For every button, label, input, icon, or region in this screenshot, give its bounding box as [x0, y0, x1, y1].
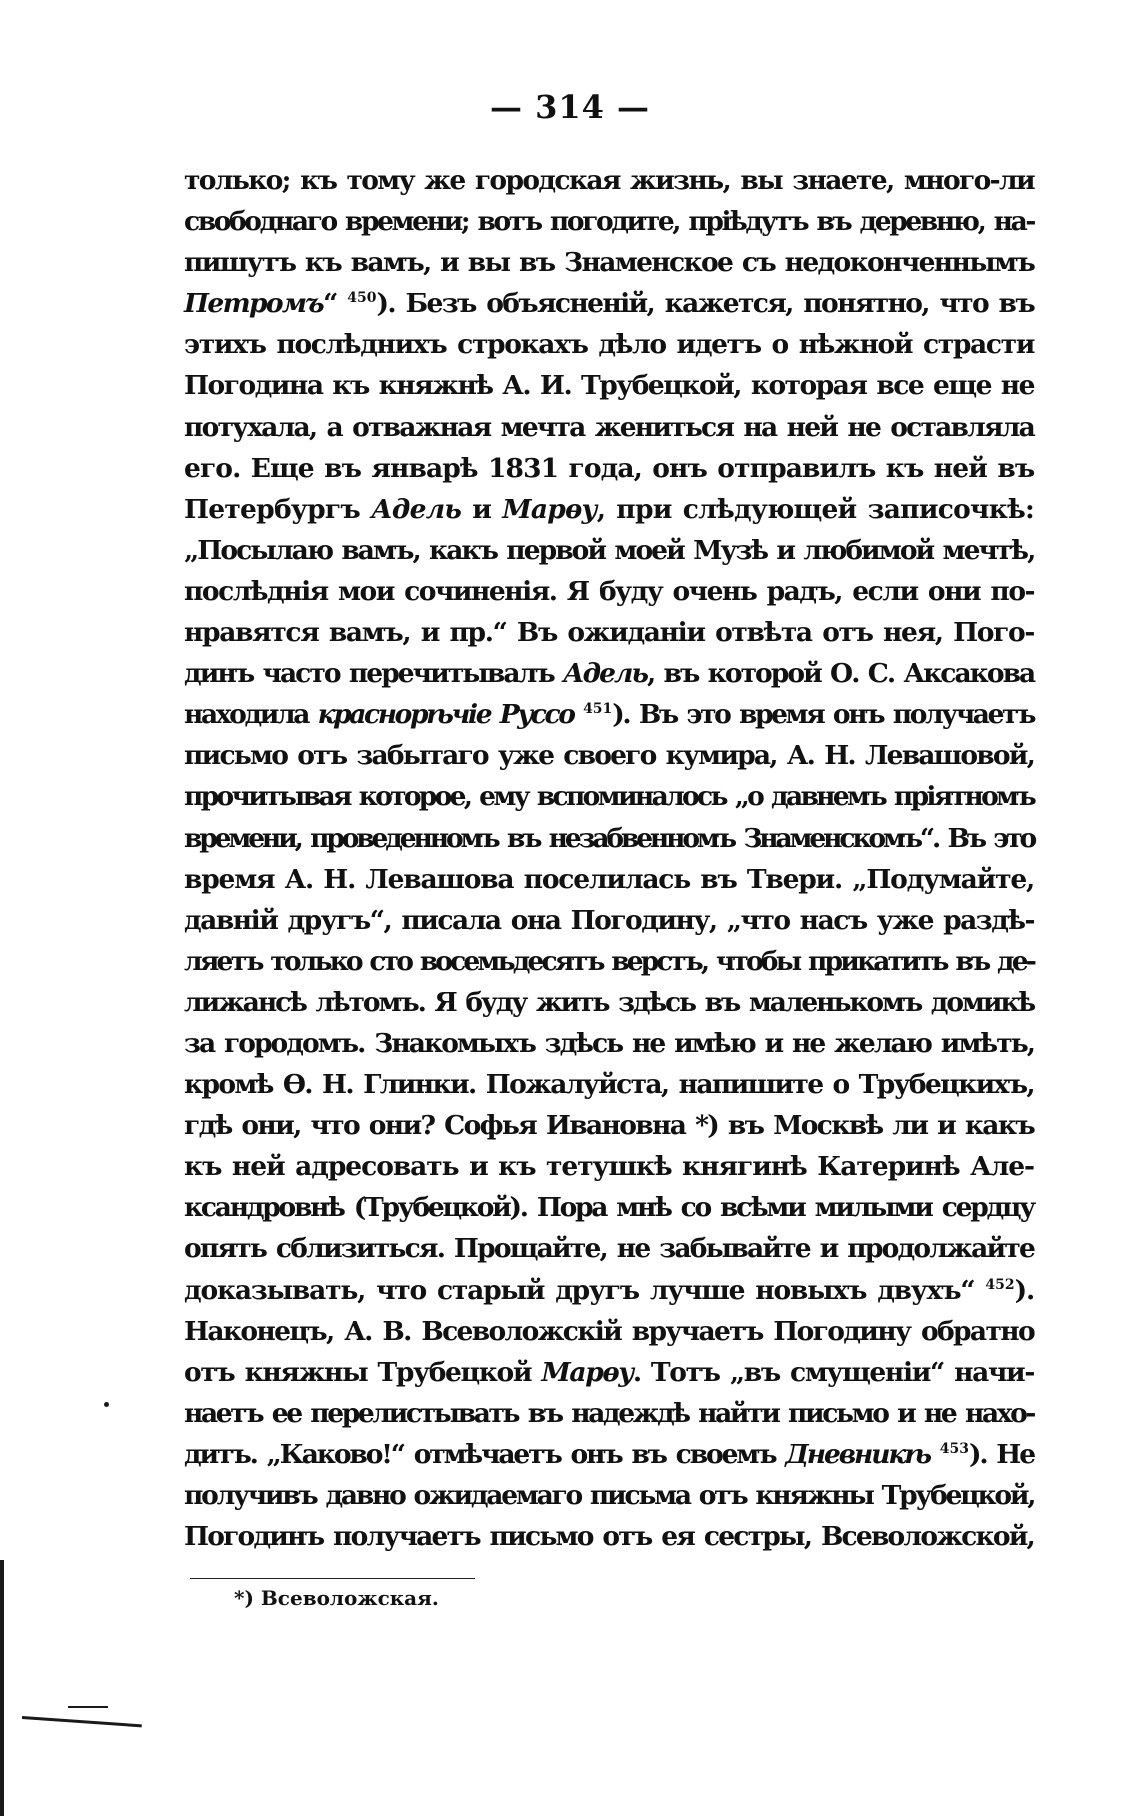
- footnote-reference: 452: [985, 1276, 1015, 1293]
- scan-edge-line: [0, 1560, 4, 1816]
- text-span: только; къ тому же городская жизнь, вы знаете, много-ли: [184, 165, 1034, 196]
- footnote: *) Всеволожская.: [234, 1586, 439, 1610]
- text-span: Петербургъ: [184, 493, 372, 525]
- text-line: [184, 365, 1034, 406]
- page-number: — 314 —: [489, 88, 651, 126]
- text-span: ). Въ это время онъ получаетъ: [612, 699, 1034, 731]
- italic-title: Марѳу: [541, 1356, 633, 1388]
- text-span: потухала, а отважная мечта жениться на ней не оставляла: [184, 411, 1034, 443]
- text-span: письмо отъ забытаго уже своего кумира, А. Н. Левашовой,: [184, 740, 1034, 772]
- text-line: [184, 653, 1034, 694]
- text-line: [184, 1311, 1034, 1352]
- text-line: [184, 982, 1034, 1023]
- text-span: нравятся вамъ, и пр.“ Въ ожиданіи отвѣта отъ нея, Пого-: [184, 617, 1034, 649]
- text-line: [184, 1393, 1034, 1434]
- text-line: [184, 324, 1034, 365]
- text-span: доказывать, что старый другъ лучше новыхъ двухъ“: [184, 1274, 986, 1306]
- text-line: [184, 530, 1034, 571]
- footnote-reference: 451: [583, 701, 613, 718]
- italic-title: Петромъ: [184, 288, 324, 320]
- text-span: . Тотъ „въ смущеніи“ начи-: [632, 1356, 1034, 1388]
- text-line: [184, 818, 1034, 859]
- text-line: [184, 1434, 1034, 1475]
- text-span: гдѣ они, что они? Софья Ивановна *) въ Москвѣ ли и какъ: [184, 1110, 1034, 1142]
- italic-title: Адель: [371, 493, 462, 525]
- text-span: пишутъ къ вамъ, и вы въ Знаменское съ недоконченнымъ: [184, 247, 1035, 279]
- scan-speck: [104, 1402, 109, 1407]
- text-span: къ ней адресовать и къ тетушкѣ княгинѣ Катеринѣ Але-: [184, 1151, 1034, 1183]
- scan-edge-mark: [68, 1706, 108, 1708]
- text-span: ). Безъ объясненій, кажется, понятно, что въ: [376, 288, 1034, 320]
- text-line: [184, 941, 1034, 982]
- text-line: [184, 1352, 1034, 1393]
- text-span: получивъ давно ожидаемаго письма отъ княжны Трубецкой,: [184, 1480, 1035, 1511]
- text-line: [184, 1475, 1034, 1516]
- text-span: динъ часто перечитывалъ: [184, 658, 563, 690]
- text-line: [184, 571, 1034, 612]
- text-span: находила: [184, 699, 318, 731]
- text-span: кромѣ Ѳ. Н. Глинки. Пожалуйста, напишите о Трубецкихъ,: [184, 1069, 1034, 1101]
- text-line: [184, 1270, 1034, 1311]
- text-span: опять сблизиться. Прощайте, не забывайте и продолжайте: [184, 1233, 1034, 1265]
- text-span: этихъ послѣднихъ строкахъ дѣло идетъ о нѣжной страсти: [184, 329, 1034, 361]
- text-line: [184, 1228, 1034, 1269]
- text-line: [184, 407, 1034, 448]
- text-line: [184, 448, 1034, 489]
- text-span: Погодинъ получаетъ письмо отъ ея сестры, Всеволожской,: [184, 1521, 1034, 1553]
- text-span: времени, проведенномъ въ незабвенномъ Знаменскомъ“. Въ это: [184, 822, 1034, 854]
- italic-title: Дневникѣ: [785, 1438, 930, 1470]
- text-span: лижансѣ лѣтомъ. Я буду жить здѣсь въ маленькомъ домикѣ: [184, 986, 1034, 1018]
- italic-title: краснорѣчіе Руссо: [317, 699, 574, 731]
- text-line: [184, 242, 1034, 283]
- scan-edge-mark: [22, 1716, 142, 1727]
- text-span: его. Еще въ январѣ 1831 года, онъ отправилъ къ ней въ: [184, 452, 1035, 484]
- text-span: Погодина къ княжнѣ А. И. Трубецкой, которая все еще не: [184, 370, 1034, 402]
- text-span: за городомъ. Знакомыхъ здѣсь не имѣю и не желаю имѣть,: [184, 1027, 1034, 1059]
- text-line: [184, 900, 1034, 941]
- text-span: , въ которой О. С. Аксакова: [647, 658, 1035, 690]
- text-line: [184, 612, 1034, 653]
- text-line: [184, 1105, 1034, 1146]
- text-span: , при слѣдующей записочкѣ:: [596, 493, 1034, 525]
- body-text: [184, 160, 1034, 1557]
- footnote-reference: 453: [939, 1440, 969, 1457]
- text-span: ).: [1014, 1274, 1034, 1306]
- text-line: [184, 201, 1034, 242]
- text-line: [184, 776, 1034, 817]
- text-line: [184, 489, 1034, 530]
- footnote-reference: 450: [347, 290, 377, 307]
- text-line: [184, 1146, 1034, 1187]
- text-span: „Посылаю вамъ, какъ первой моей Музѣ и любимой мечтѣ,: [184, 534, 1035, 566]
- text-span: прочитывая которое, ему вспоминалось „о давнемъ пріятномъ: [184, 781, 1034, 813]
- text-span: отъ княжны Трубецкой: [184, 1356, 542, 1388]
- text-span: дитъ. „Каково!“ отмѣчаетъ онъ въ своемъ: [184, 1438, 786, 1470]
- text-span: ксандровнѣ (Трубецкой). Пора мнѣ со всѣми милыми сердцу: [184, 1192, 1034, 1224]
- text-line: [184, 694, 1034, 735]
- text-line: [184, 859, 1034, 900]
- text-span: свободнаго времени; вотъ погодите, пріѣдутъ въ деревню, на-: [184, 206, 1034, 238]
- text-span: [573, 699, 583, 730]
- text-span: ). Не: [968, 1438, 1034, 1470]
- italic-title: Адель: [563, 658, 647, 690]
- text-line: [184, 1516, 1034, 1557]
- text-line: [184, 1023, 1034, 1064]
- text-line: [184, 735, 1034, 776]
- text-span: послѣднія мои сочиненія. Я буду очень радъ, если они по-: [184, 575, 1034, 607]
- text-span: наетъ ее перелистывать въ надеждѣ найти письмо и не нахо-: [184, 1397, 1034, 1429]
- footnote-divider: [190, 1578, 475, 1579]
- text-span: и: [461, 493, 503, 525]
- italic-title: Марѳу: [502, 493, 597, 525]
- text-line: [184, 1187, 1034, 1228]
- text-line: [184, 160, 1034, 201]
- text-span: [930, 1439, 940, 1470]
- text-span: время А. Н. Левашова поселилась въ Твери. „Подумайте,: [184, 863, 1034, 895]
- text-span: ляетъ только сто восемьдесятъ верстъ, чтобы прикатить въ де-: [184, 945, 1034, 977]
- text-line: [184, 1064, 1034, 1105]
- text-line: [184, 283, 1034, 324]
- text-span: давній другъ“, писала она Погодину, „что насъ уже раздѣ-: [184, 904, 1034, 936]
- text-span: “: [323, 288, 348, 320]
- text-span: Наконецъ, А. В. Всеволожскій вручаетъ Погодину обратно: [184, 1315, 1034, 1347]
